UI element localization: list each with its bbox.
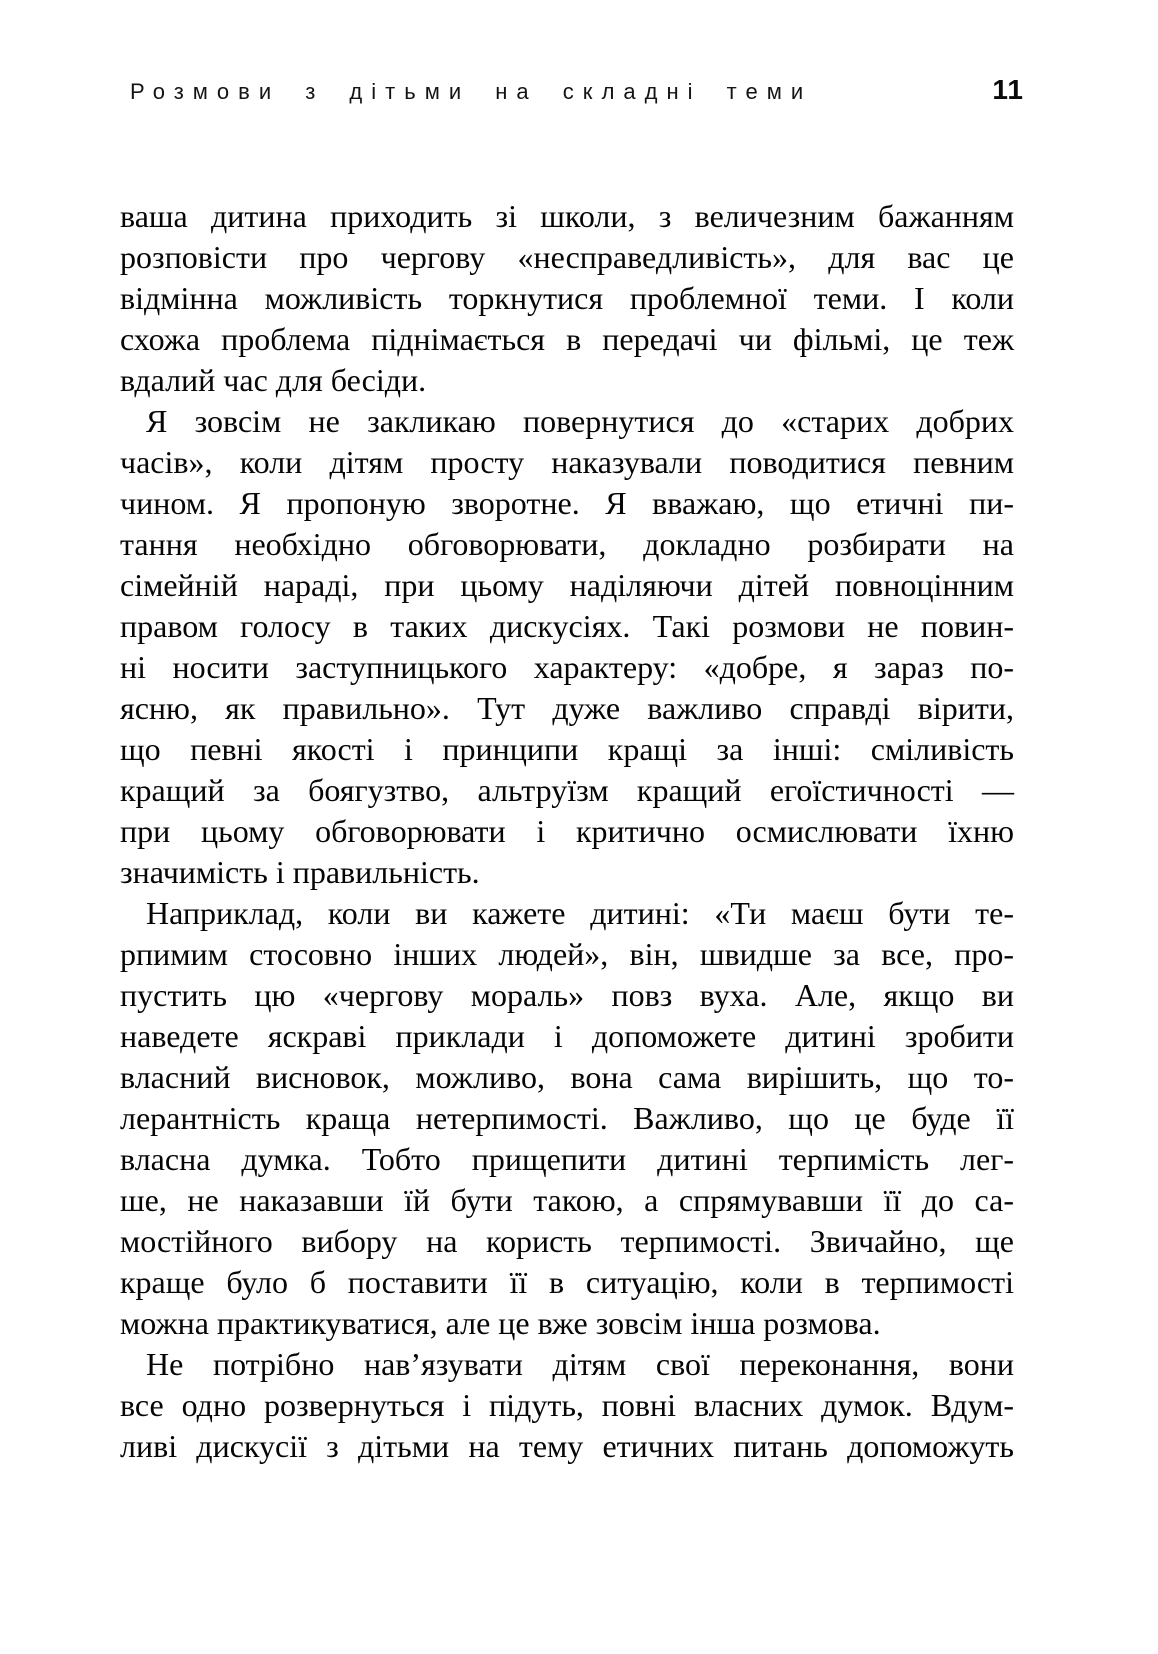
text-line: Я зовсім не закликаю повернутися до «старих добрих [146,403,1014,439]
text-line: ні носити заступницького характеру: «добре, я зараз по- [120,649,1014,685]
text-line: наведете яскраві приклади і допоможете дитині зробити [120,1018,1014,1054]
text-line: значимість і правильність. [120,854,480,890]
text-line: ливі дискусії з дітьми на тему етичних питань допоможуть [120,1428,1014,1464]
text-line: можна практикуватися, але це вже зовсім інша розмова. [120,1305,881,1341]
paragraph [120,893,1014,1344]
text-line: вдалий час для бесіди. [120,362,427,398]
paragraph [120,196,1014,401]
text-line: власний висновок, можливо, вона сама вирішить, що то- [120,1059,1014,1095]
running-title: Розмови з дітьми на складні теми [130,79,813,104]
text-line: що певні якості і принципи кращі за інші: сміливість [120,731,1014,767]
text-line: рпимим стосовно інших людей», він, швидше за все, про- [120,936,1014,972]
page-number: 11 [992,74,1024,105]
page-header [130,74,1024,106]
text-line: часів», коли дітям просту наказували поводитися певним [120,444,1014,480]
text-line: ше, не наказавши їй бути такою, а спрямувавши її до са- [120,1182,1014,1218]
paragraph [120,401,1014,893]
paragraph [120,1344,1014,1467]
text-line: при цьому обговорювати і критично осмислювати їхню [120,813,1014,849]
page-body [120,196,1014,1467]
text-line: схожа проблема піднімається в передачі чи фільмі, це теж [120,321,1014,357]
text-line: сімейній нараді, при цьому наділяючи дітей повноцінним [120,567,1014,603]
text-line: відмінна можливість торкнутися проблемної теми. І коли [120,280,1014,316]
text-line: лерантність краща нетерпимості. Важливо, що це буде її [120,1100,1014,1136]
text-line: власна думка. Тобто прищепити дитині терпимість лег- [120,1141,1014,1177]
text-line: ясню, як правильно». Тут дуже важливо справді вірити, [120,690,1014,726]
text-line: все одно розвернуться і підуть, повні власних думок. Вдум- [120,1387,1014,1423]
text-line: чином. Я пропоную зворотне. Я вважаю, що етичні пи- [120,485,1014,521]
text-line: Наприклад, коли ви кажете дитині: «Ти маєш бути те- [146,895,1014,931]
text-line: мостійного вибору на користь терпимості. Звичайно, ще [120,1223,1014,1259]
text-line: краще було б поставити її в ситуацію, коли в терпимості [120,1264,1014,1300]
text-line: правом голосу в таких дискусіях. Такі розмови не повин- [120,608,1014,644]
text-line: розповісти про чергову «несправедливість», для вас це [120,239,1014,275]
text-line: тання необхідно обговорювати, докладно розбирати на [120,526,1014,562]
text-line: пустить цю «чергову мораль» повз вуха. Але, якщо ви [120,977,1014,1013]
text-line: Не потрібно нав’язувати дітям свої переконання, вони [146,1346,1014,1382]
text-line: ваша дитина приходить зі школи, з величезним бажанням [120,198,1014,234]
text-line: кращий за боягузтво, альтруїзм кращий егоїстичності — [120,772,1014,808]
